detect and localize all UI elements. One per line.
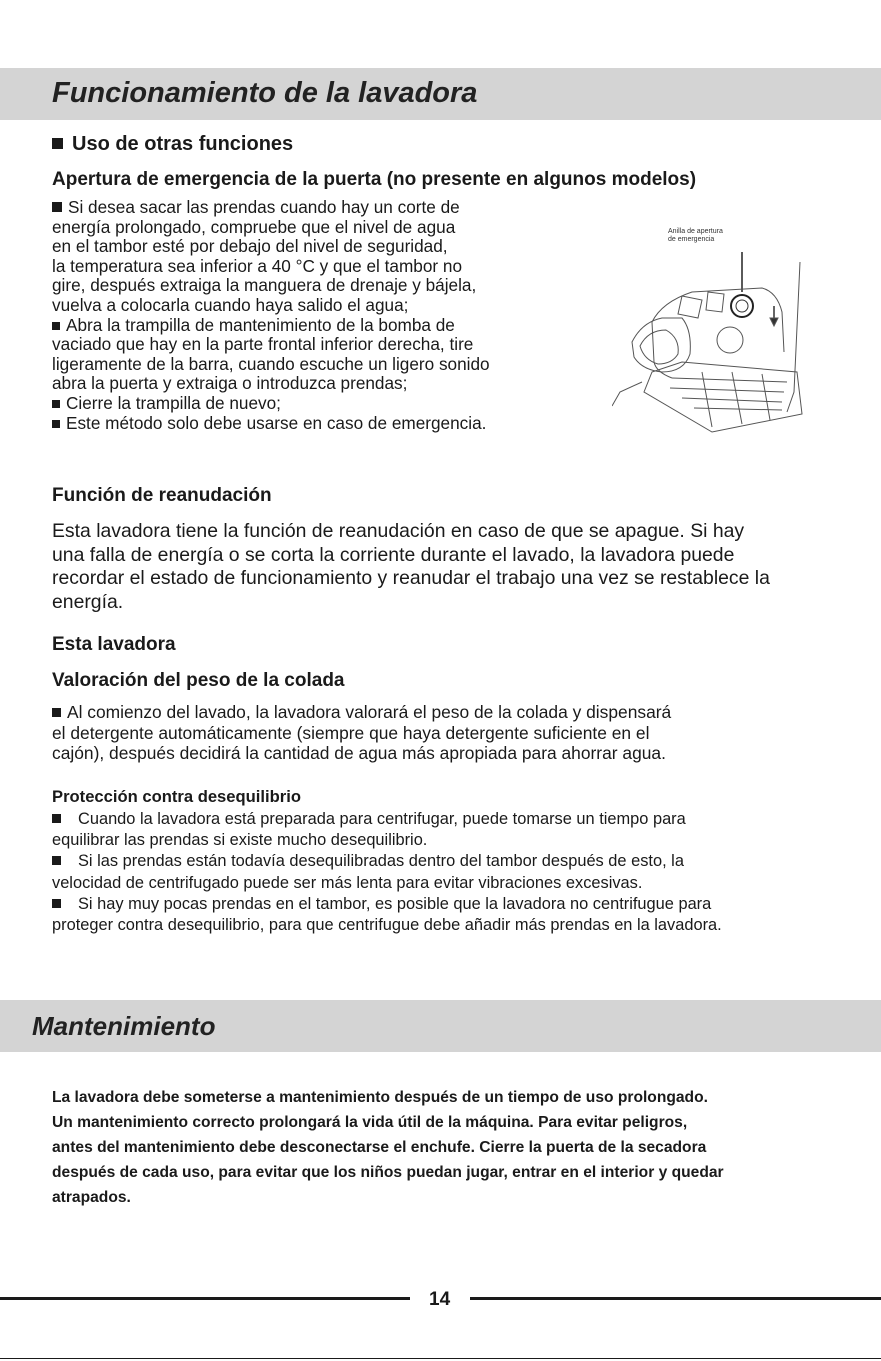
imbalance-line: equilibrar las prendas si existe mucho desequilibrio. — [52, 831, 428, 850]
emergency-line: la temperatura sea inferior a 40 °C y que el tambor no — [52, 255, 463, 276]
emergency-line: Si desea sacar las prendas cuando hay un corte de — [52, 198, 612, 218]
section-header-operation — [0, 68, 881, 120]
bullet-square-icon — [52, 420, 60, 428]
figure-label: Anilla de apertura de emergencia — [668, 228, 723, 243]
weight-paragraph — [52, 702, 872, 764]
bullet-square-icon — [52, 814, 61, 823]
emergency-door-title: Apertura de emergencia de la puerta (no presente en algunos modelos) — [52, 169, 697, 190]
emergency-ring-figure — [612, 222, 822, 452]
emergency-line: abra la puerta y extraiga o introduzca prendas; — [52, 373, 408, 394]
emergency-line: en el tambor esté por debajo del nivel de seguridad, — [52, 236, 448, 257]
weight-line: cajón), después decidirá la cantidad de agua más apropiada para ahorrar agua. — [52, 743, 666, 764]
bullet-square-icon — [52, 138, 63, 149]
weight-line: el detergente automáticamente (siempre que haya detergente suficiente en el — [52, 722, 650, 743]
bullet-square-icon — [52, 899, 61, 908]
maintenance-line: atrapados. — [52, 1189, 131, 1206]
weight-line: Al comienzo del lavado, la lavadora valorará el peso de la colada y dispensará — [52, 702, 872, 723]
imbalance-line: Cuando la lavadora está preparada para centrifugar, puede tomarse un tiempo para — [52, 809, 880, 830]
footer-rule-right — [470, 1297, 881, 1300]
weight-assessment-title: Valoración del peso de la colada — [52, 670, 345, 691]
section-title-operation: Funcionamiento de la lavadora — [52, 77, 478, 109]
emergency-line: energía prolongado, compruebe que el nivel de agua — [52, 216, 456, 237]
emergency-line: gire, después extraiga la manguera de drenaje y bájela, — [52, 275, 477, 296]
bullet-square-icon — [52, 322, 60, 330]
maintenance-paragraph — [52, 1085, 872, 1210]
section-title-maintenance: Mantenimiento — [32, 1011, 216, 1041]
imbalance-line: Si las prendas están todavía desequilibradas dentro del tambor después de esto, la — [52, 851, 880, 872]
emergency-line: vuelva a colocarla cuando haya salido el agua; — [52, 294, 409, 315]
resume-line: Esta lavadora tiene la función de reanudación en caso de que se apague. Si hay — [52, 520, 745, 542]
resume-line: una falla de energía o se corta la corriente durante el lavado, la lavadora puede — [52, 543, 735, 566]
emergency-line: vaciado que hay en la parte frontal inferior derecha, tire — [52, 334, 474, 355]
bullet-square-icon — [52, 400, 60, 408]
imbalance-line: Si hay muy pocas prendas en el tambor, es posible que la lavadora no centrifugue para — [52, 894, 880, 915]
subsection-title-other-functions — [52, 133, 293, 156]
other-functions-title-text: Uso de otras funciones — [72, 133, 294, 155]
bullet-square-icon — [52, 708, 61, 717]
resume-function-title: Función de reanudación — [52, 485, 272, 506]
washer-illustration-icon — [612, 222, 822, 452]
page-number: 14 — [429, 1289, 451, 1310]
section-header-maintenance — [0, 1000, 881, 1052]
emergency-line: Cierre la trampilla de nuevo; — [52, 394, 612, 414]
imbalance-paragraph — [52, 809, 880, 936]
maintenance-line: Un mantenimiento correcto prolongará la vida útil de la máquina. Para evitar peligros, — [52, 1114, 688, 1131]
emergency-line: ligeramente de la barra, cuando escuche un ligero sonido — [52, 353, 490, 374]
footer-rule-left — [0, 1297, 410, 1300]
emergency-line: Este método solo debe usarse en caso de emergencia. — [52, 414, 612, 434]
bullet-square-icon — [52, 856, 61, 865]
imbalance-protection-title: Protección contra desequilibrio — [52, 787, 301, 806]
emergency-paragraph — [52, 198, 612, 433]
resume-line: recordar el estado de funcionamiento y reanudar el trabajo una vez se restablece la — [52, 567, 770, 590]
imbalance-line: velocidad de centrifugado puede ser más lenta para evitar vibraciones excesivas. — [52, 873, 643, 892]
maintenance-line: antes del mantenimiento debe desconectarse el enchufe. Cierre la puerta de la secadora — [52, 1139, 707, 1156]
resume-paragraph — [52, 520, 880, 614]
this-washer-title: Esta lavadora — [52, 634, 176, 655]
resume-line: energía. — [52, 590, 124, 613]
imbalance-line: proteger contra desequilibrio, para que centrifugue debe añadir más prendas en la lavadora. — [52, 916, 722, 935]
maintenance-line: La lavadora debe someterse a mantenimiento después de un tiempo de uso prolongado. — [52, 1089, 708, 1106]
page-bottom-divider — [0, 1358, 881, 1359]
emergency-line: Abra la trampilla de mantenimiento de la bomba de — [52, 316, 612, 336]
maintenance-line: después de cada uso, para evitar que los niños puedan jugar, entrar en el interior y quedar — [52, 1164, 724, 1181]
bullet-square-icon — [52, 202, 62, 212]
